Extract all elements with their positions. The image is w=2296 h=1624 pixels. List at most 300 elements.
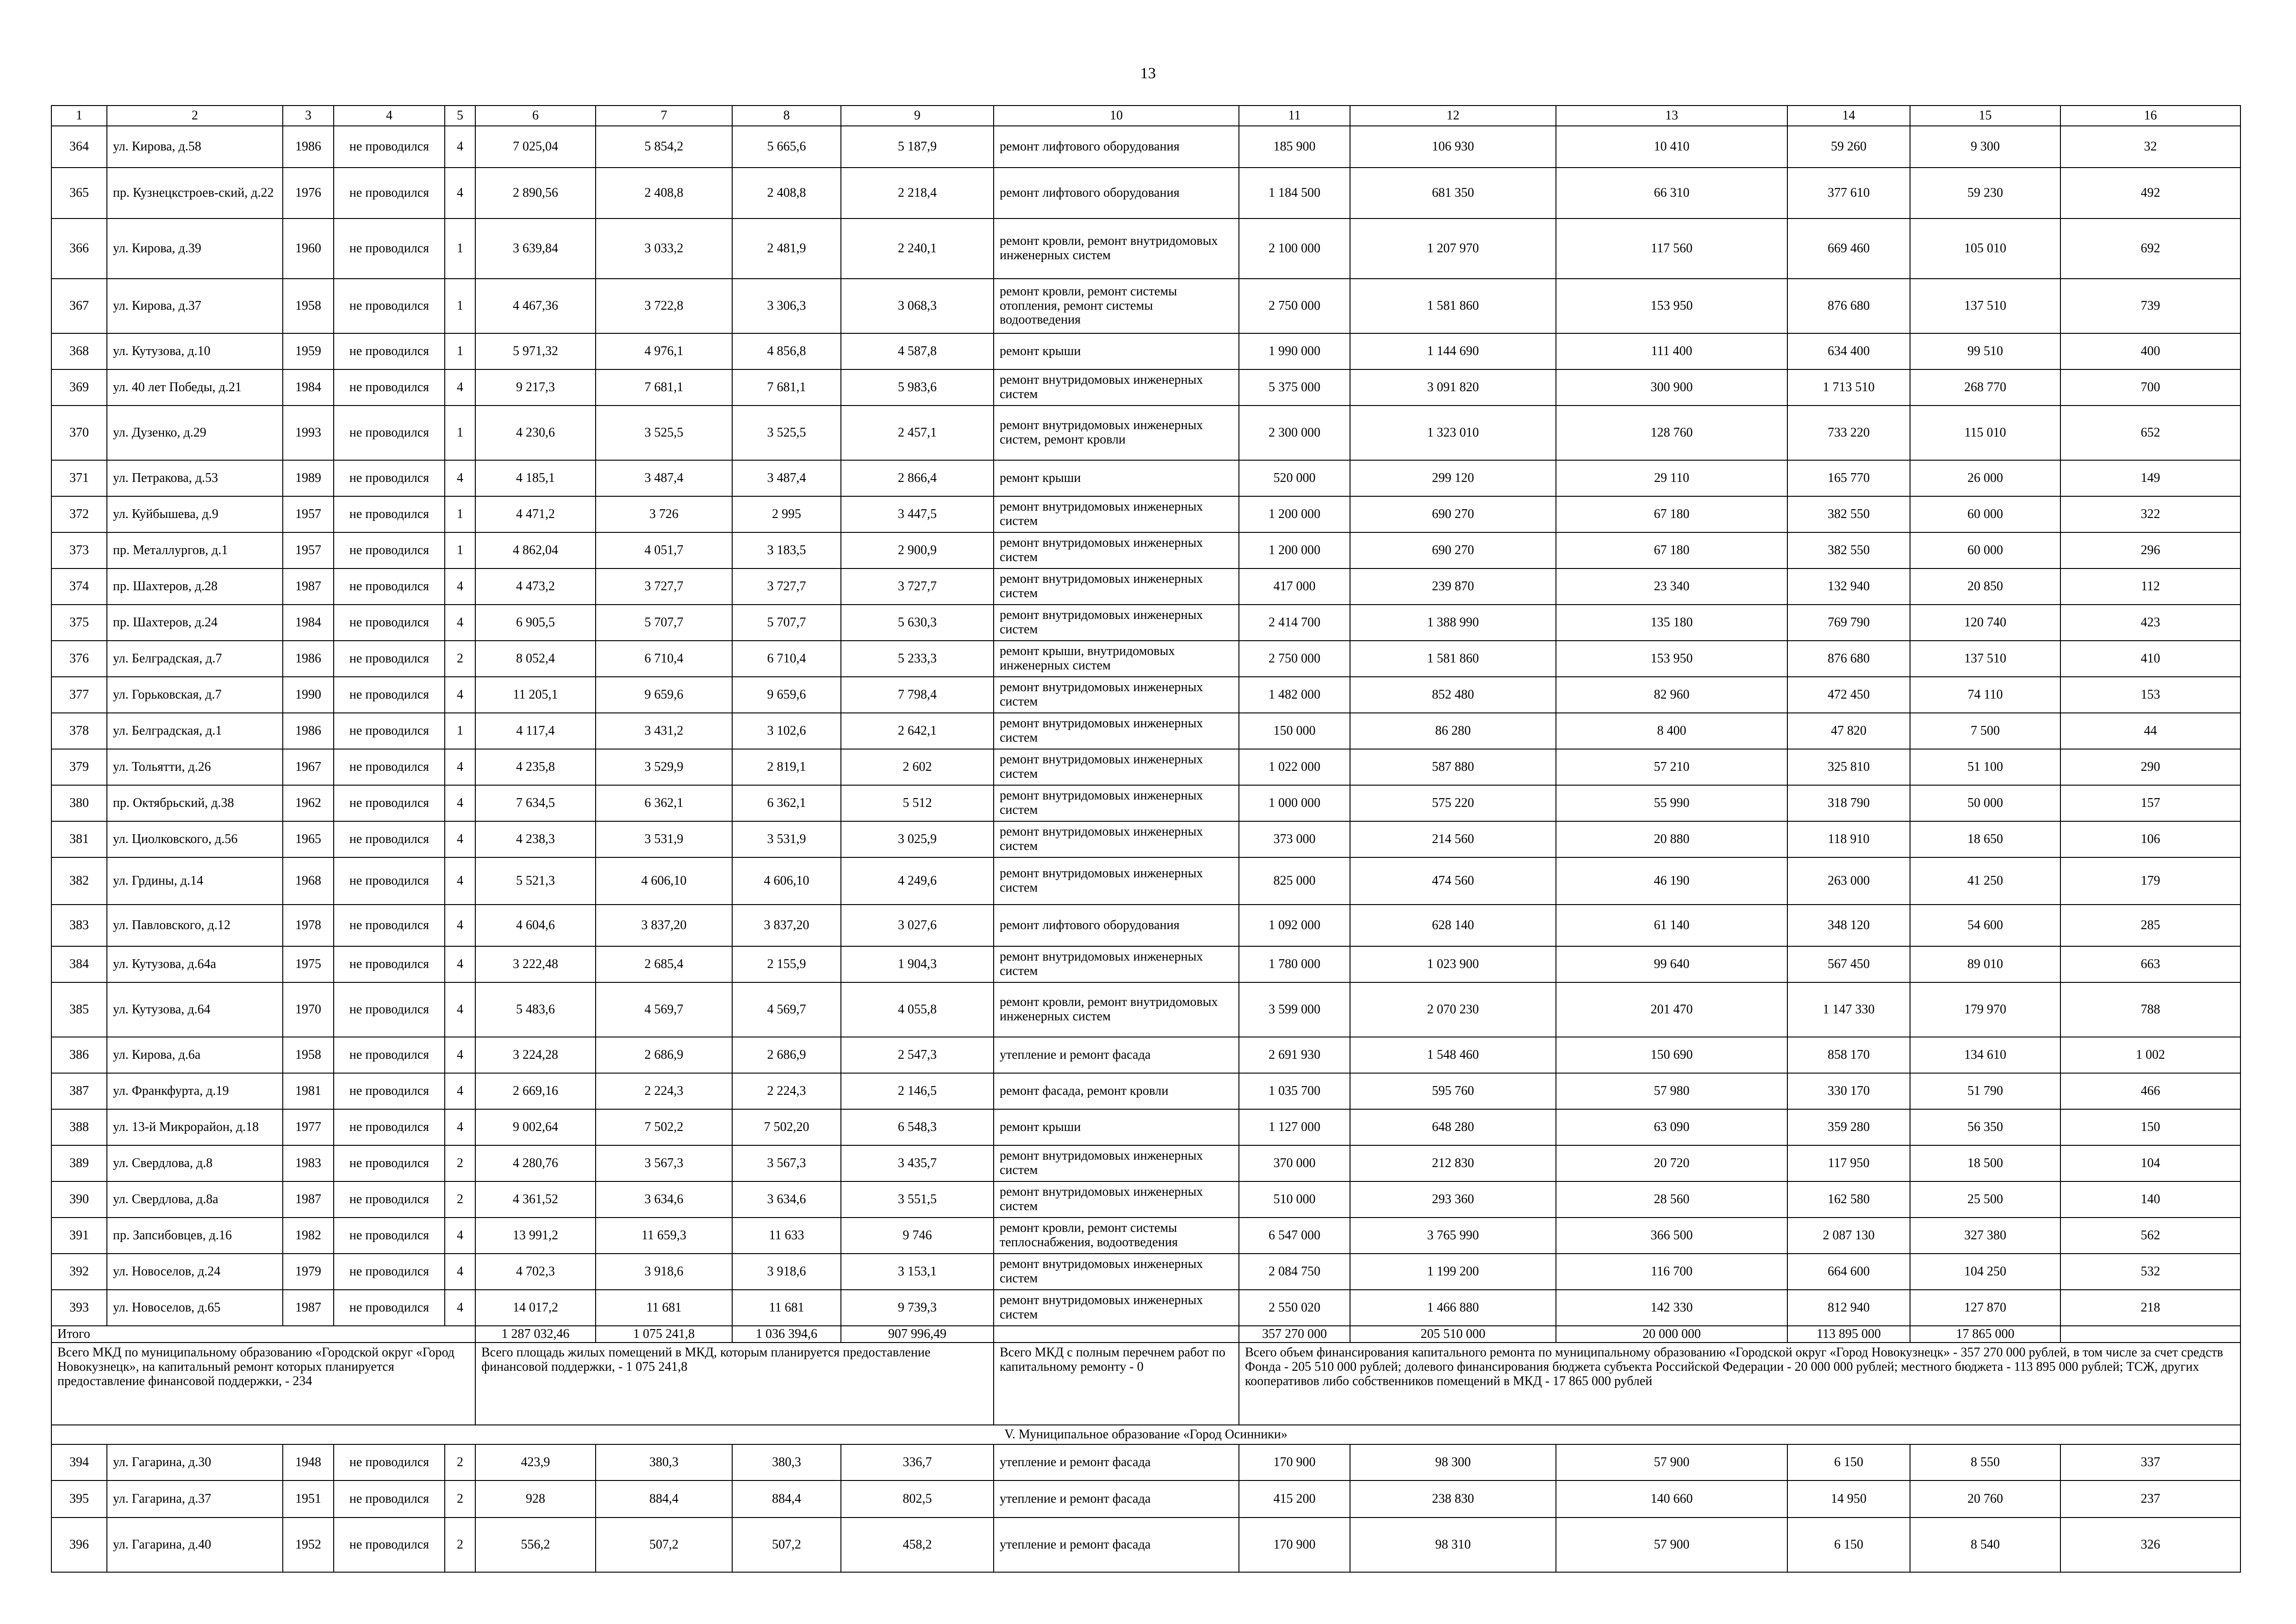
- address: ул. Свердлова, д.8а: [107, 1181, 283, 1218]
- group: 1: [445, 406, 475, 460]
- total-cost: 170 900: [1239, 1518, 1350, 1572]
- work-type: ремонт внутридомовых инженерных систем: [994, 821, 1239, 857]
- local-budget: 634 400: [1787, 333, 1910, 369]
- table-row: [51, 1254, 2240, 1290]
- total-cost: 1 200 000: [1239, 496, 1350, 532]
- area-funded: 11 633: [732, 1218, 841, 1254]
- fund-amount: 86 280: [1350, 713, 1556, 749]
- build-year: 1957: [283, 496, 334, 532]
- cost-per-meter: 562: [2060, 1218, 2240, 1254]
- subject-budget: 135 180: [1556, 605, 1787, 641]
- total-area: 14 017,2: [475, 1290, 596, 1326]
- build-year: 1976: [283, 168, 334, 219]
- group: 2: [445, 641, 475, 677]
- work-type: ремонт лифтового оборудования: [994, 905, 1239, 946]
- fund-amount: 1 581 860: [1350, 279, 1556, 333]
- work-type: ремонт крыши, внутридомовых инженерных систем: [994, 641, 1239, 677]
- residential-area: 9 746: [841, 1218, 994, 1254]
- column-header: 12: [1350, 106, 1556, 126]
- row-number: 372: [51, 496, 107, 532]
- residential-area: 4 587,8: [841, 333, 994, 369]
- group: 2: [445, 1444, 475, 1480]
- owners-amount: 9 300: [1910, 126, 2060, 168]
- build-year: 1986: [283, 126, 334, 168]
- fund-amount: 239 870: [1350, 568, 1556, 605]
- cost-per-meter: 112: [2060, 568, 2240, 605]
- local-budget: 59 260: [1787, 126, 1910, 168]
- living-area: 6 362,1: [596, 785, 732, 821]
- total-cost: 1 780 000: [1239, 946, 1350, 982]
- address: пр. Металлургов, д.1: [107, 532, 283, 568]
- residential-area: 3 447,5: [841, 496, 994, 532]
- build-year: 1990: [283, 677, 334, 713]
- table-row: [51, 333, 2240, 369]
- previous-repair: не проводился: [334, 1254, 445, 1290]
- column-header: 8: [732, 106, 841, 126]
- owners-amount: 20 760: [1910, 1480, 2060, 1518]
- column-header: 15: [1910, 106, 2060, 126]
- subject-budget: 128 760: [1556, 406, 1787, 460]
- row-number: 386: [51, 1037, 107, 1073]
- work-type: ремонт кровли, ремонт внутридомовых инженерных систем: [994, 982, 1239, 1037]
- total-row: [51, 1326, 2240, 1343]
- header-row: [51, 106, 2240, 126]
- total-area: 6 905,5: [475, 605, 596, 641]
- page-number: 13: [1140, 65, 1156, 82]
- area-funded: 2 224,3: [732, 1073, 841, 1109]
- residential-area: 5 233,3: [841, 641, 994, 677]
- subject-budget: 57 980: [1556, 1073, 1787, 1109]
- cost-per-meter: 290: [2060, 749, 2240, 785]
- residential-area: 3 027,6: [841, 905, 994, 946]
- total-area: 5 483,6: [475, 982, 596, 1037]
- work-type: ремонт крыши: [994, 460, 1239, 496]
- row-number: 373: [51, 532, 107, 568]
- row-number: 370: [51, 406, 107, 460]
- residential-area: 2 457,1: [841, 406, 994, 460]
- total-cost: 2 414 700: [1239, 605, 1350, 641]
- total-area: 2 890,56: [475, 168, 596, 219]
- total-cost: 2 750 000: [1239, 641, 1350, 677]
- local-budget: 47 820: [1787, 713, 1910, 749]
- local-budget: 1 147 330: [1787, 982, 1910, 1037]
- group: 4: [445, 126, 475, 168]
- table-row: [51, 641, 2240, 677]
- residential-area: 458,2: [841, 1518, 994, 1572]
- local-budget: 6 150: [1787, 1518, 1910, 1572]
- previous-repair: не проводился: [334, 532, 445, 568]
- area-funded: 7 502,20: [732, 1109, 841, 1145]
- living-area: 7 681,1: [596, 369, 732, 406]
- living-area: 3 727,7: [596, 568, 732, 605]
- work-type: ремонт внутридомовых инженерных систем: [994, 496, 1239, 532]
- group: 4: [445, 168, 475, 219]
- living-area: 4 051,7: [596, 532, 732, 568]
- table-row: [51, 219, 2240, 279]
- total-area: 11 205,1: [475, 677, 596, 713]
- group: 4: [445, 857, 475, 905]
- total-area: 5 521,3: [475, 857, 596, 905]
- cost-per-meter: 153: [2060, 677, 2240, 713]
- previous-repair: не проводился: [334, 857, 445, 905]
- fund-amount: 1 207 970: [1350, 219, 1556, 279]
- previous-repair: не проводился: [334, 369, 445, 406]
- row-number: 369: [51, 369, 107, 406]
- area-funded: 2 155,9: [732, 946, 841, 982]
- owners-amount: 18 500: [1910, 1145, 2060, 1181]
- cost-per-meter: 140: [2060, 1181, 2240, 1218]
- total-blank: [994, 1326, 1239, 1343]
- total-cost: 1 184 500: [1239, 168, 1350, 219]
- area-funded: 2 995: [732, 496, 841, 532]
- row-number: 394: [51, 1444, 107, 1480]
- subject-budget: 57 900: [1556, 1518, 1787, 1572]
- area-funded: 5 707,7: [732, 605, 841, 641]
- summary-funding: Всего объем финансирования капитального ремонта по муниципальному образованию «Городской округ «Город Новокузнецк» - 357 270 000 рублей, в том числе за счет средств Фонда - 205 510 000 рублей; долевого финансирования бюджета субъекта Российской Федерации - 20 000 000 рублей; местного бюджета - 113 895 000 рублей; ТСЖ, других кооперативов либо собственников помещений в МКД - 17 865 000 рублей: [1239, 1343, 2240, 1425]
- residential-area: 3 727,7: [841, 568, 994, 605]
- summary-mkd-count: Всего МКД по муниципальному образованию «Городской округ «Город Новокузнецк», на капитальный ремонт которых планируется предоставление финансовой поддержки, - 234: [51, 1343, 475, 1425]
- area-funded: 7 681,1: [732, 369, 841, 406]
- living-area: 2 685,4: [596, 946, 732, 982]
- summary-row: [51, 1343, 2240, 1425]
- previous-repair: не проводился: [334, 279, 445, 333]
- area-funded: 6 362,1: [732, 785, 841, 821]
- subject-budget: 20 880: [1556, 821, 1787, 857]
- subject-budget: 116 700: [1556, 1254, 1787, 1290]
- total-blank: [2060, 1326, 2240, 1343]
- subject-budget: 142 330: [1556, 1290, 1787, 1326]
- work-type: ремонт внутридомовых инженерных систем: [994, 1145, 1239, 1181]
- table-row: [51, 1480, 2240, 1518]
- group: 1: [445, 219, 475, 279]
- build-year: 1982: [283, 1218, 334, 1254]
- build-year: 1983: [283, 1145, 334, 1181]
- group: 2: [445, 1518, 475, 1572]
- address: ул. Горьковская, д.7: [107, 677, 283, 713]
- row-number: 368: [51, 333, 107, 369]
- row-number: 384: [51, 946, 107, 982]
- row-number: 393: [51, 1290, 107, 1326]
- total-cost: 1 092 000: [1239, 905, 1350, 946]
- row-number: 365: [51, 168, 107, 219]
- owners-amount: 18 650: [1910, 821, 2060, 857]
- work-type: ремонт внутридомовых инженерных систем: [994, 1181, 1239, 1218]
- row-number: 390: [51, 1181, 107, 1218]
- row-number: 388: [51, 1109, 107, 1145]
- total-c11: 357 270 000: [1239, 1326, 1350, 1343]
- subject-budget: 111 400: [1556, 333, 1787, 369]
- table-row: [51, 1290, 2240, 1326]
- address: ул. Павловского, д.12: [107, 905, 283, 946]
- total-c13: 20 000 000: [1556, 1326, 1787, 1343]
- address: ул. Гагарина, д.37: [107, 1480, 283, 1518]
- group: 4: [445, 785, 475, 821]
- work-type: ремонт крыши: [994, 333, 1239, 369]
- total-area: 4 117,4: [475, 713, 596, 749]
- residential-area: 3 025,9: [841, 821, 994, 857]
- total-area: 5 971,32: [475, 333, 596, 369]
- row-number: 396: [51, 1518, 107, 1572]
- local-budget: 2 087 130: [1787, 1218, 1910, 1254]
- row-number: 376: [51, 641, 107, 677]
- living-area: 3 837,20: [596, 905, 732, 946]
- total-area: 4 471,2: [475, 496, 596, 532]
- row-number: 377: [51, 677, 107, 713]
- owners-amount: 120 740: [1910, 605, 2060, 641]
- total-cost: 5 375 000: [1239, 369, 1350, 406]
- cost-per-meter: 322: [2060, 496, 2240, 532]
- residential-area: 7 798,4: [841, 677, 994, 713]
- address: ул. 13-й Микрорайон, д.18: [107, 1109, 283, 1145]
- work-type: ремонт внутридомовых инженерных систем: [994, 369, 1239, 406]
- table-row: [51, 677, 2240, 713]
- owners-amount: 134 610: [1910, 1037, 2060, 1073]
- living-area: 3 722,8: [596, 279, 732, 333]
- column-header: 3: [283, 106, 334, 126]
- previous-repair: не проводился: [334, 641, 445, 677]
- fund-amount: 1 388 990: [1350, 605, 1556, 641]
- section-row: [51, 1425, 2240, 1444]
- area-funded: 2 408,8: [732, 168, 841, 219]
- living-area: 11 681: [596, 1290, 732, 1326]
- total-cost: 2 100 000: [1239, 219, 1350, 279]
- local-budget: 162 580: [1787, 1181, 1910, 1218]
- address: ул. 40 лет Победы, д.21: [107, 369, 283, 406]
- build-year: 1962: [283, 785, 334, 821]
- previous-repair: не проводился: [334, 982, 445, 1037]
- work-type: ремонт внутридомовых инженерных систем: [994, 785, 1239, 821]
- table-row: [51, 821, 2240, 857]
- total-area: 4 702,3: [475, 1254, 596, 1290]
- total-cost: 417 000: [1239, 568, 1350, 605]
- table-row: [51, 168, 2240, 219]
- residential-area: 5 512: [841, 785, 994, 821]
- column-header: 1: [51, 106, 107, 126]
- summary-area: Всего площадь жилых помещений в МКД, которым планируется предоставление финансовой поддержки, - 1 075 241,8: [475, 1343, 994, 1425]
- living-area: 3 634,6: [596, 1181, 732, 1218]
- total-cost: 150 000: [1239, 713, 1350, 749]
- subject-budget: 67 180: [1556, 532, 1787, 568]
- fund-amount: 3 091 820: [1350, 369, 1556, 406]
- previous-repair: не проводился: [334, 1181, 445, 1218]
- local-budget: 330 170: [1787, 1073, 1910, 1109]
- living-area: 3 525,5: [596, 406, 732, 460]
- area-funded: 3 918,6: [732, 1254, 841, 1290]
- living-area: 4 569,7: [596, 982, 732, 1037]
- build-year: 1987: [283, 1290, 334, 1326]
- total-cost: 1 990 000: [1239, 333, 1350, 369]
- owners-amount: 54 600: [1910, 905, 2060, 946]
- owners-amount: 25 500: [1910, 1181, 2060, 1218]
- previous-repair: не проводился: [334, 1037, 445, 1073]
- living-area: 9 659,6: [596, 677, 732, 713]
- cost-per-meter: 410: [2060, 641, 2240, 677]
- build-year: 1951: [283, 1480, 334, 1518]
- previous-repair: не проводился: [334, 568, 445, 605]
- cost-per-meter: 285: [2060, 905, 2240, 946]
- subject-budget: 153 950: [1556, 279, 1787, 333]
- group: 4: [445, 821, 475, 857]
- residential-area: 4 055,8: [841, 982, 994, 1037]
- row-number: 391: [51, 1218, 107, 1254]
- fund-amount: 628 140: [1350, 905, 1556, 946]
- total-c7: 1 075 241,8: [596, 1326, 732, 1343]
- fund-amount: 1 023 900: [1350, 946, 1556, 982]
- address: пр. Шахтеров, д.28: [107, 568, 283, 605]
- subject-budget: 63 090: [1556, 1109, 1787, 1145]
- subject-budget: 300 900: [1556, 369, 1787, 406]
- group: 4: [445, 1218, 475, 1254]
- local-budget: 6 150: [1787, 1444, 1910, 1480]
- table-row: [51, 568, 2240, 605]
- row-number: 383: [51, 905, 107, 946]
- owners-amount: 59 230: [1910, 168, 2060, 219]
- address: ул. Новоселов, д.24: [107, 1254, 283, 1290]
- area-funded: 884,4: [732, 1480, 841, 1518]
- total-area: 3 639,84: [475, 219, 596, 279]
- cost-per-meter: 466: [2060, 1073, 2240, 1109]
- living-area: 3 487,4: [596, 460, 732, 496]
- address: ул. Франкфурта, д.19: [107, 1073, 283, 1109]
- local-budget: 325 810: [1787, 749, 1910, 785]
- living-area: 3 529,9: [596, 749, 732, 785]
- build-year: 1960: [283, 219, 334, 279]
- work-type: ремонт лифтового оборудования: [994, 126, 1239, 168]
- local-budget: 876 680: [1787, 279, 1910, 333]
- total-cost: 1 482 000: [1239, 677, 1350, 713]
- fund-amount: 1 466 880: [1350, 1290, 1556, 1326]
- address: пр. Шахтеров, д.24: [107, 605, 283, 641]
- fund-amount: 1 581 860: [1350, 641, 1556, 677]
- build-year: 1967: [283, 749, 334, 785]
- build-year: 1952: [283, 1518, 334, 1572]
- area-funded: 2 686,9: [732, 1037, 841, 1073]
- work-type: ремонт кровли, ремонт системы теплоснабжения, водоотведения: [994, 1218, 1239, 1254]
- total-area: 4 235,8: [475, 749, 596, 785]
- fund-amount: 681 350: [1350, 168, 1556, 219]
- table-row: [51, 406, 2240, 460]
- fund-amount: 587 880: [1350, 749, 1556, 785]
- table-row: [51, 1444, 2240, 1480]
- total-cost: 373 000: [1239, 821, 1350, 857]
- cost-per-meter: 532: [2060, 1254, 2240, 1290]
- work-type: ремонт внутридомовых инженерных систем: [994, 1254, 1239, 1290]
- repair-table: [51, 105, 2241, 1573]
- total-cost: 2 084 750: [1239, 1254, 1350, 1290]
- residential-area: 336,7: [841, 1444, 994, 1480]
- living-area: 3 726: [596, 496, 732, 532]
- area-funded: 3 525,5: [732, 406, 841, 460]
- previous-repair: не проводился: [334, 496, 445, 532]
- address: ул. Новоселов, д.65: [107, 1290, 283, 1326]
- table-row: [51, 126, 2240, 168]
- cost-per-meter: 218: [2060, 1290, 2240, 1326]
- previous-repair: не проводился: [334, 460, 445, 496]
- group: 1: [445, 532, 475, 568]
- group: 2: [445, 1181, 475, 1218]
- work-type: ремонт кровли, ремонт системы отопления, ремонт системы водоотведения: [994, 279, 1239, 333]
- owners-amount: 51 100: [1910, 749, 2060, 785]
- group: 1: [445, 713, 475, 749]
- row-number: 371: [51, 460, 107, 496]
- total-area: 3 222,48: [475, 946, 596, 982]
- group: 4: [445, 568, 475, 605]
- previous-repair: не проводился: [334, 785, 445, 821]
- living-area: 3 431,2: [596, 713, 732, 749]
- address: ул. Кирова, д.39: [107, 219, 283, 279]
- residential-area: 2 642,1: [841, 713, 994, 749]
- total-area: 7 025,04: [475, 126, 596, 168]
- build-year: 1958: [283, 279, 334, 333]
- group: 4: [445, 1254, 475, 1290]
- row-number: 389: [51, 1145, 107, 1181]
- living-area: 2 408,8: [596, 168, 732, 219]
- total-area: 4 473,2: [475, 568, 596, 605]
- cost-per-meter: 492: [2060, 168, 2240, 219]
- residential-area: 5 983,6: [841, 369, 994, 406]
- build-year: 1957: [283, 532, 334, 568]
- subject-budget: 57 900: [1556, 1444, 1787, 1480]
- cost-per-meter: 237: [2060, 1480, 2240, 1518]
- table-row: [51, 279, 2240, 333]
- local-budget: 858 170: [1787, 1037, 1910, 1073]
- living-area: 3 918,6: [596, 1254, 732, 1290]
- residential-area: 9 739,3: [841, 1290, 994, 1326]
- owners-amount: 268 770: [1910, 369, 2060, 406]
- local-budget: 567 450: [1787, 946, 1910, 982]
- group: 4: [445, 677, 475, 713]
- local-budget: 382 550: [1787, 532, 1910, 568]
- owners-amount: 41 250: [1910, 857, 2060, 905]
- living-area: 2 224,3: [596, 1073, 732, 1109]
- local-budget: 359 280: [1787, 1109, 1910, 1145]
- column-header: 6: [475, 106, 596, 126]
- build-year: 1986: [283, 713, 334, 749]
- group: 4: [445, 369, 475, 406]
- owners-amount: 51 790: [1910, 1073, 2060, 1109]
- build-year: 1984: [283, 605, 334, 641]
- area-funded: 3 306,3: [732, 279, 841, 333]
- table-row: [51, 905, 2240, 946]
- row-number: 395: [51, 1480, 107, 1518]
- fund-amount: 212 830: [1350, 1145, 1556, 1181]
- group: 1: [445, 279, 475, 333]
- local-budget: 472 450: [1787, 677, 1910, 713]
- residential-area: 2 146,5: [841, 1073, 994, 1109]
- address: пр. Кузнецкстроев-ский, д.22: [107, 168, 283, 219]
- table-row: [51, 369, 2240, 406]
- group: 4: [445, 905, 475, 946]
- area-funded: 11 681: [732, 1290, 841, 1326]
- living-area: 884,4: [596, 1480, 732, 1518]
- owners-amount: 115 010: [1910, 406, 2060, 460]
- area-funded: 3 102,6: [732, 713, 841, 749]
- living-area: 5 854,2: [596, 126, 732, 168]
- subject-budget: 28 560: [1556, 1181, 1787, 1218]
- residential-area: 2 900,9: [841, 532, 994, 568]
- subject-budget: 140 660: [1556, 1480, 1787, 1518]
- column-header: 16: [2060, 106, 2240, 126]
- area-funded: 3 727,7: [732, 568, 841, 605]
- living-area: 7 502,2: [596, 1109, 732, 1145]
- subject-budget: 55 990: [1556, 785, 1787, 821]
- address: пр. Запсибовцев, д.16: [107, 1218, 283, 1254]
- cost-per-meter: 179: [2060, 857, 2240, 905]
- group: 4: [445, 1109, 475, 1145]
- fund-amount: 214 560: [1350, 821, 1556, 857]
- total-c8: 1 036 394,6: [732, 1326, 841, 1343]
- total-area: 3 224,28: [475, 1037, 596, 1073]
